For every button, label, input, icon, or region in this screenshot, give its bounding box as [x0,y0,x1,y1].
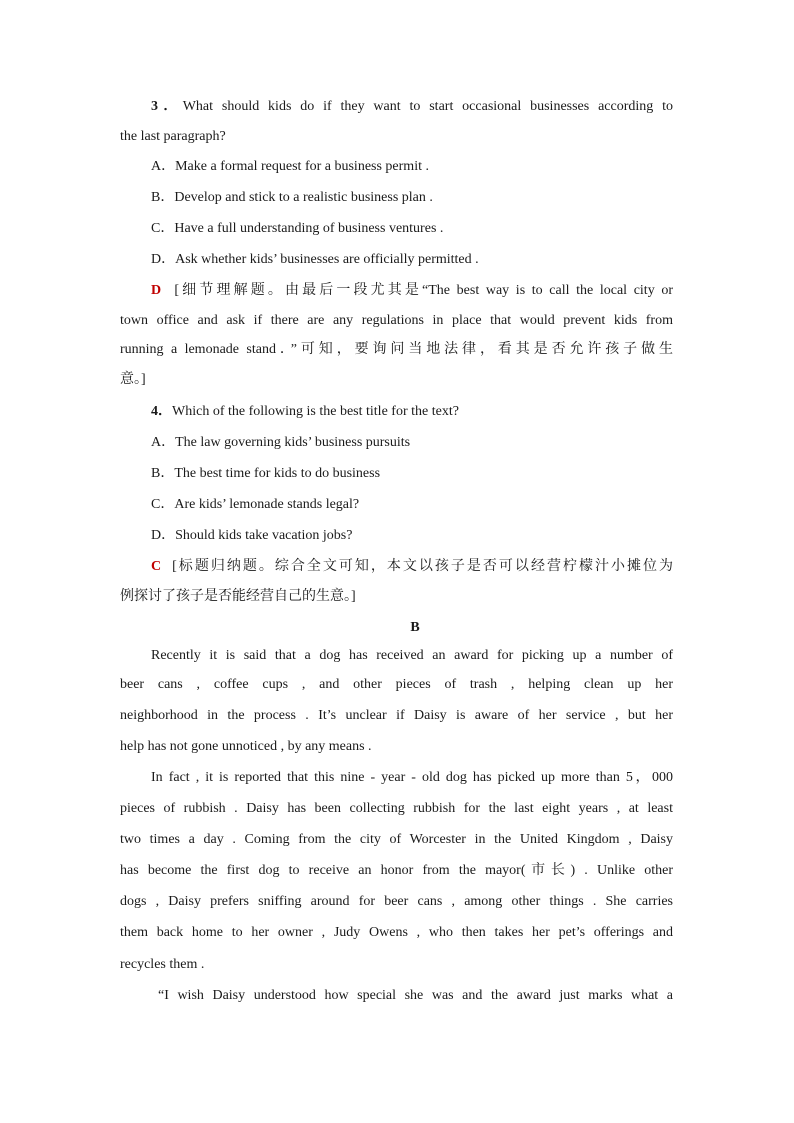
q4-explanation-text: [标题归纳题。综合全文可知，本文以孩子是否可以经营柠檬汁小摊位为 [172,559,673,574]
q4-explanation-line2: 例探讨了孩子是否能经营自己的生意。] [120,589,356,604]
p2-line1: In fact , it is reported that this nine - year - old dog has picked up more than 5，000 [151,770,673,785]
p2-line5: dogs , Daisy prefers sniffing around for beer cans , among other things . She carries [120,894,673,909]
q3-stem-text: What should kids do if they want to start occasional businesses according to [182,99,674,114]
q3-stem-line2: the last paragraph? [120,129,226,144]
section-heading: B [410,620,420,635]
q3-explanation-line2: town office and ask if there are any regulations in place that would prevent kids from [120,313,673,328]
q4-explanation-line1 [151,557,673,577]
q4-answer: C [151,559,162,574]
q3-explanation-line3: running a lemonade stand．”可知，要询问当地法律，看其是否允许孩子做生 [120,342,673,357]
p1-line1: Recently it is said that a dog has received an award for picking up a number of [151,648,673,663]
q3-option-c: C．Have a full understanding of business ventures . [151,221,444,236]
q3-answer: D [151,283,162,298]
q4-stem [151,402,704,422]
q4-stem-text: Which of the following is the best title for the text? [172,404,459,419]
q4-option-d: D．Should kids take vacation jobs? [151,528,353,543]
q3-stem-line1 [151,97,673,117]
p2-line4: has become the first dog to receive an honor from the mayor(市长) . Unlike other [120,863,673,878]
q3-option-d: D．Ask whether kids’ businesses are officially permitted . [151,252,479,267]
p1-line2: beer cans , coffee cups , and other pieces of trash , helping clean up her [120,677,673,692]
p1-line4: help has not gone unnoticed , by any means . [120,739,372,754]
q3-number: 3． [151,99,183,114]
q4-option-b: B．The best time for kids to do business [151,466,381,481]
p2-line2: pieces of rubbish . Daisy has been collecting rubbish for the last eight years , at least [120,801,673,816]
p3-line1: “I wish Daisy understood how special she was and the award just marks what a [158,988,673,1003]
p1-line3: neighborhood in the process . It’s unclear if Daisy is aware of her service , but her [120,708,673,723]
q4-option-a: A．The law governing kids’ business pursuits [151,435,411,450]
q3-explanation-line4: 意。] [120,372,146,387]
p2-line7: recycles them . [120,957,205,972]
p2-line3: two times a day . Coming from the city of Worcester in the United Kingdom , Daisy [120,832,673,847]
q4-number: 4． [151,404,172,419]
q3-option-b: B．Develop and stick to a realistic business plan . [151,190,433,205]
q4-option-c: C．Are kids’ lemonade stands legal? [151,497,360,512]
p2-line6: them back home to her owner , Judy Owens , who then takes her pet’s offerings and [120,925,673,940]
q3-explanation-text: [细节理解题。由最后一段尤其是“The best way is to call the local city or [174,283,673,298]
q3-option-a: A．Make a formal request for a business permit . [151,159,429,174]
q3-explanation-line1 [151,281,673,301]
